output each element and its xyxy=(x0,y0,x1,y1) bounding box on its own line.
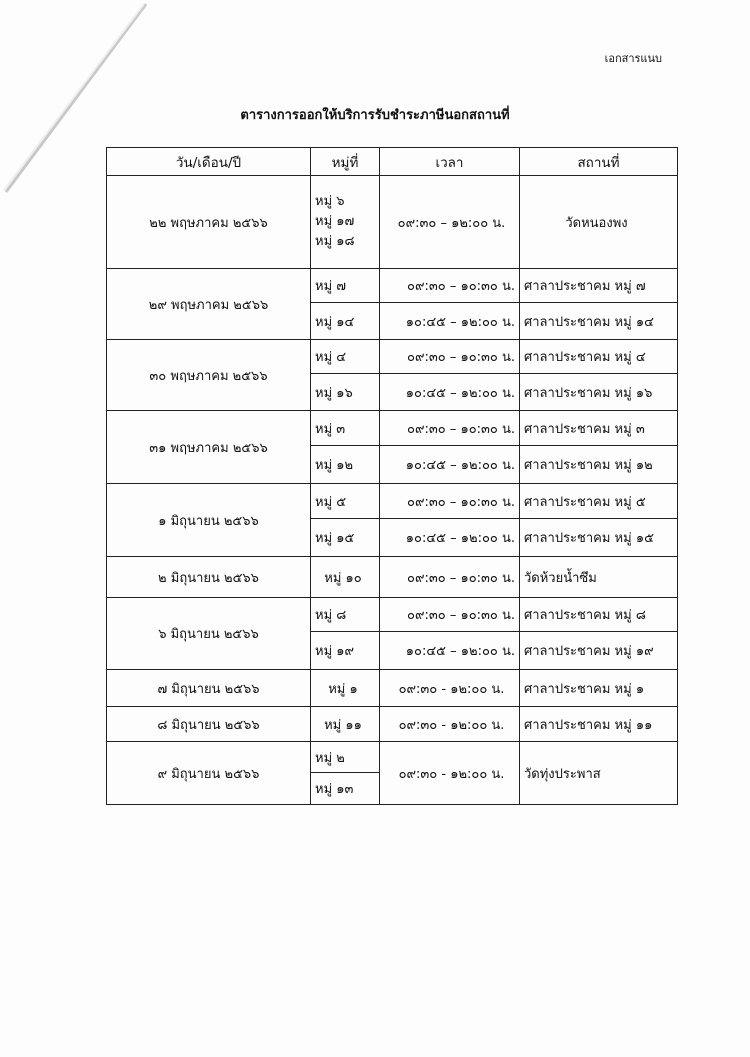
village-cell: หมู่ ๑๔ xyxy=(311,303,380,340)
header-date: วัน/เดือน/ปี xyxy=(107,148,311,176)
place-cell: ศาลาประชาคม หมู่ ๑๙ xyxy=(520,632,678,670)
time-cell: ๐๙:๓๐ – ๑๐:๓๐ น. xyxy=(380,269,520,303)
date-cell: ๒๒ พฤษภาคม ๒๕๖๖ xyxy=(107,176,311,269)
date-cell: ๒ มิถุนายน ๒๕๖๖ xyxy=(107,557,311,598)
document-title: ตารางการออกให้บริการรับชำระภาษีนอกสถานที่ xyxy=(240,108,510,123)
time-cell: ๐๙:๓๐ – ๑๐:๓๐ น. xyxy=(380,340,520,374)
time-cell: ๑๐:๔๕ – ๑๒:๐๐ น. xyxy=(380,446,520,484)
time-cell: ๐๙:๓๐ - ๑๒:๐๐ น. xyxy=(380,670,520,707)
time-cell: ๑๐:๔๕ – ๑๒:๐๐ น. xyxy=(380,303,520,340)
schedule-table xyxy=(106,147,678,805)
place-cell: ศาลาประชาคม หมู่ ๕ xyxy=(520,484,678,519)
place-cell: ศาลาประชาคม หมู่ ๑๖ xyxy=(520,374,678,411)
village-cell: หมู่ ๑ xyxy=(311,670,380,707)
village-cell: หมู่ ๓ xyxy=(311,411,380,446)
header-place: สถานที่ xyxy=(520,148,678,176)
date-cell: ๒๙ พฤษภาคม ๒๕๖๖ xyxy=(107,269,311,340)
village-cell: หมู่ ๑๙ xyxy=(311,632,380,670)
table-row xyxy=(107,707,678,742)
date-cell: ๘ มิถุนายน ๒๕๖๖ xyxy=(107,707,311,742)
time-cell: ๐๙:๓๐ – ๑๐:๓๐ น. xyxy=(380,598,520,632)
date-cell: ๓๑ พฤษภาคม ๒๕๖๖ xyxy=(107,411,311,484)
time-cell: ๐๙:๓๐ – ๑๒:๐๐ น. xyxy=(380,176,520,269)
village-line: หมู่ ๑๗ xyxy=(315,214,355,229)
village-cell: หมู่ ๔ xyxy=(311,340,380,374)
attachment-label: เอกสารแนบ xyxy=(604,52,662,65)
date-cell: ๙ มิถุนายน ๒๕๖๖ xyxy=(107,742,311,805)
time-cell: ๐๙:๓๐ – ๑๐:๓๐ น. xyxy=(380,411,520,446)
place-cell: ศาลาประชาคม หมู่ ๘ xyxy=(520,598,678,632)
place-cell: ศาลาประชาคม หมู่ ๔ xyxy=(520,340,678,374)
table-row xyxy=(107,742,678,773)
place-cell: ศาลาประชาคม หมู่ ๑๔ xyxy=(520,303,678,340)
village-cell: หมู่ ๗ xyxy=(311,269,380,303)
table-row xyxy=(107,484,678,519)
date-cell: ๖ มิถุนายน ๒๕๖๖ xyxy=(107,598,311,670)
place-cell: ศาลาประชาคม หมู่ ๑๕ xyxy=(520,519,678,557)
village-cell: หมู่ ๕ xyxy=(311,484,380,519)
date-cell: ๗ มิถุนายน ๒๕๖๖ xyxy=(107,670,311,707)
place-cell: วัดทุ่งประพาส xyxy=(520,742,678,805)
place-cell: วัดหนองพง xyxy=(520,176,678,269)
village-cell: หมู่ ๘ xyxy=(311,598,380,632)
village-line: หมู่ ๖ xyxy=(315,194,345,209)
village-cell: หมู่ ๑๑ xyxy=(311,707,380,742)
table-row xyxy=(107,411,678,446)
time-cell: ๐๙:๓๐ - ๑๒:๐๐ น. xyxy=(380,707,520,742)
village-cell xyxy=(311,176,380,269)
village-cell: หมู่ ๑๒ xyxy=(311,446,380,484)
header-time: เวลา xyxy=(380,148,520,176)
time-cell: ๐๙:๓๐ - ๑๒:๐๐ น. xyxy=(380,742,520,805)
table-header-row xyxy=(107,148,678,176)
time-cell: ๑๐:๔๕ – ๑๒:๐๐ น. xyxy=(380,519,520,557)
place-cell: ศาลาประชาคม หมู่ ๗ xyxy=(520,269,678,303)
village-cell: หมู่ ๑๐ xyxy=(311,557,380,598)
table-row xyxy=(107,557,678,598)
date-cell: ๑ มิถุนายน ๒๕๖๖ xyxy=(107,484,311,557)
time-cell: ๐๙:๓๐ – ๑๐:๓๐ น. xyxy=(380,557,520,598)
table-row xyxy=(107,176,678,269)
table-row xyxy=(107,269,678,303)
time-cell: ๐๙:๓๐ – ๑๐:๓๐ น. xyxy=(380,484,520,519)
place-cell: วัดห้วยน้ำซึม xyxy=(520,557,678,598)
table-row xyxy=(107,340,678,374)
header-village: หมู่ที่ xyxy=(311,148,380,176)
table-row xyxy=(107,598,678,632)
place-cell: ศาลาประชาคม หมู่ ๑๑ xyxy=(520,707,678,742)
village-cell: หมู่ ๑๕ xyxy=(311,519,380,557)
village-cell: หมู่ ๑๓ xyxy=(311,773,380,805)
time-cell: ๑๐:๔๕ – ๑๒:๐๐ น. xyxy=(380,374,520,411)
place-cell: ศาลาประชาคม หมู่ ๑ xyxy=(520,670,678,707)
village-line: หมู่ ๑๘ xyxy=(315,234,355,249)
table-row xyxy=(107,670,678,707)
time-cell: ๑๐:๔๕ – ๑๒:๐๐ น. xyxy=(380,632,520,670)
village-cell: หมู่ ๒ xyxy=(311,742,380,773)
place-cell: ศาลาประชาคม หมู่ ๑๒ xyxy=(520,446,678,484)
place-cell: ศาลาประชาคม หมู่ ๓ xyxy=(520,411,678,446)
date-cell: ๓๐ พฤษภาคม ๒๕๖๖ xyxy=(107,340,311,411)
village-cell: หมู่ ๑๖ xyxy=(311,374,380,411)
